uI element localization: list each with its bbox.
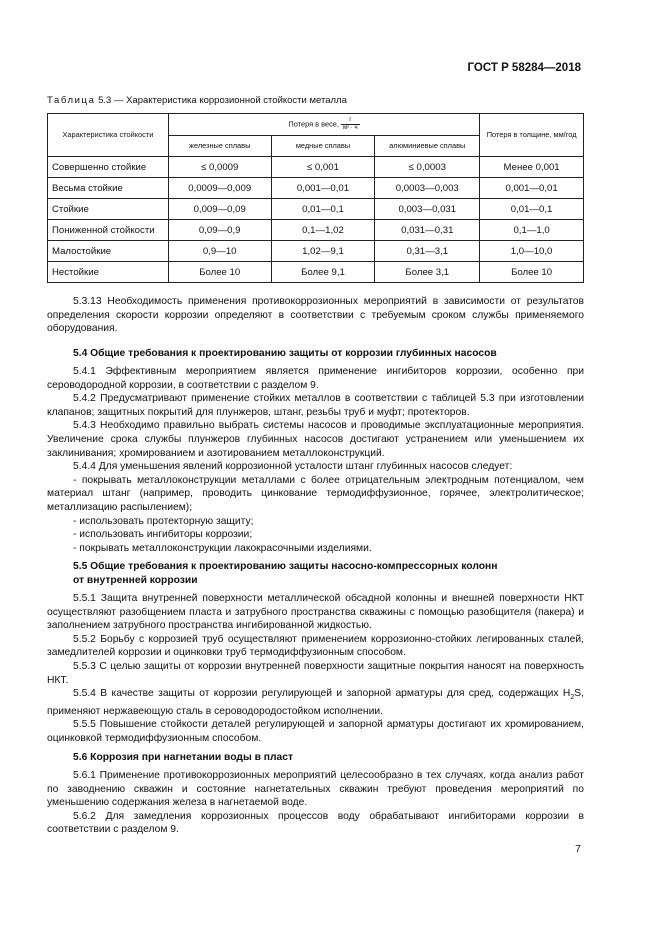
table-cell: Стойкие bbox=[48, 199, 169, 220]
table-cell: 0,031—0,31 bbox=[375, 220, 480, 241]
header-iron-alloys: железные сплавы bbox=[168, 136, 271, 157]
corrosion-resistance-table bbox=[47, 113, 584, 283]
table-cell: Более 10 bbox=[168, 262, 271, 283]
list-item: - использовать протекторную защиту; bbox=[73, 515, 254, 527]
table-cell: Более 9,1 bbox=[271, 262, 375, 283]
list-item: - покрывать металлоконструкции лакокрасочными изделиями. bbox=[73, 542, 372, 554]
table-cell: Нестойкие bbox=[48, 262, 169, 283]
unit-denominator: м² · ч bbox=[343, 125, 358, 131]
paragraph-5-4-3: 5.4.3 Необходимо правильно выбрать системы насосов и проводимые эксплуатационные мероприятия. Увеличение срока службы плунжеров глубинных насосов достигают устранением или уменьшением их заклинивания; хромированием и азотированием металлоконструкций. bbox=[47, 420, 584, 459]
table-cell: Более 10 bbox=[480, 262, 584, 283]
heading-5-5-line1: 5.5 Общие требования к проектированию защиты насосно-компрессорных колонн bbox=[73, 561, 498, 572]
section-5-4 bbox=[47, 347, 584, 361]
table-caption bbox=[47, 95, 347, 106]
paragraph-5-5-1: 5.5.1 Защита внутренней поверхности металлической обсадной колонны и внешней поверхности НКТ осуществляют разобщением пласта и затрубного пространства скважины с помощью разобщителя (пакера) и заполнением затрубного пространства ингибированной жидкостью. bbox=[47, 593, 584, 632]
section-5-5-body bbox=[47, 592, 584, 746]
table-cell: 0,9—10 bbox=[168, 241, 271, 262]
header-weight-loss bbox=[168, 114, 479, 136]
list-item: - использовать ингибиторы коррозии; bbox=[73, 529, 253, 541]
header-characteristic: Характеристика стойкости bbox=[48, 114, 169, 157]
paragraph-5-4-1: 5.4.1 Эффективным мероприятием является применение ингибиторов коррозии, особенно при сероводородной коррозии, в соответствии с разделом 9. bbox=[47, 366, 584, 391]
table-cell: 0,0009—0,009 bbox=[168, 178, 271, 199]
table-cell: 0,09—0,9 bbox=[168, 220, 271, 241]
table-cell: Весьма стойкие bbox=[48, 178, 169, 199]
table-cell: Менее 0,001 bbox=[480, 157, 584, 178]
table-caption-text: 5.3 — Характеристика коррозионной стойкости металла bbox=[98, 95, 347, 106]
table-cell: 0,01—0,1 bbox=[480, 199, 584, 220]
paragraph-5-5-5: 5.5.5 Повышение стойкости деталей регулирующей и запорной арматуры достигают их хромированием, оцинковкой термодиффузионным способом. bbox=[47, 719, 584, 744]
table-cell: ≤ 0,001 bbox=[271, 157, 375, 178]
header-copper-alloys: медные сплавы bbox=[271, 136, 375, 157]
table-cell: 0,0003—0,003 bbox=[375, 178, 480, 199]
table-cell: ≤ 0,0003 bbox=[375, 157, 480, 178]
table-cell: 0,009—0,09 bbox=[168, 199, 271, 220]
header-aluminium-alloys: алюминиевые сплавы bbox=[375, 136, 480, 157]
page-number: 7 bbox=[575, 843, 581, 855]
list-item: - покрывать металлоконструкции металлами с более отрицательным электродным потенциалом, чем материал штанг (например, проводить цинкование термодиффузионное, горячее, электролитическое; металлизацию распылением); bbox=[47, 474, 584, 513]
section-5-5 bbox=[47, 560, 584, 587]
paragraph-5-5-4 bbox=[47, 687, 584, 718]
paragraph-5-5-4-part-b: S, применяют нержавеющую сталь в сероводородостойком исполнении. bbox=[47, 688, 584, 717]
table-row bbox=[48, 241, 584, 262]
table-cell: Пониженной стойкости bbox=[48, 220, 169, 241]
table-cell: 0,01—0,1 bbox=[271, 199, 375, 220]
section-5-4-body bbox=[47, 365, 584, 555]
document-code: ГОСТ Р 58284—2018 bbox=[467, 62, 581, 74]
table-cell: 0,001—0,01 bbox=[480, 178, 584, 199]
paragraph-5-6-1: 5.6.1 Применение противокоррозионных мероприятий целесообразно в тех случаях, когда анализ работ по заводнению скважин и состояние нагнетательных скважин требуют проведения мероприятий по уменьшению содержания железа в нагнетаемой воде. bbox=[47, 770, 584, 809]
table-cell: 1,02—9,1 bbox=[271, 241, 375, 262]
paragraph-5-3-13: 5.3.13 Необходимость применения противокоррозионных мероприятий в зависимости от результатов определения скорости коррозии определяют в соответствии с требуемым сроком службы применяемого оборудования. bbox=[47, 296, 584, 335]
table-cell: Совершенно стойкие bbox=[48, 157, 169, 178]
heading-5-6: 5.6 Коррозия при нагнетании воды в пласт bbox=[73, 752, 294, 763]
header-weight-loss-label: Потеря в весе, bbox=[288, 119, 339, 129]
paragraph-5-6-2: 5.6.2 Для замедления коррозионных процессов воду обрабатывают ингибиторами коррозии в соответствии с разделом 9. bbox=[47, 810, 584, 836]
table-cell: 0,31—3,1 bbox=[375, 241, 480, 262]
paragraph-5-4-2: 5.4.2 Предусматривают применение стойких металлов в соответствии с таблицей 5.3 при изготовлении клапанов; защитных покрытий для плунжеров, штанг, резьбы труб и муфт; протекторов. bbox=[47, 393, 584, 418]
table-row bbox=[48, 178, 584, 199]
unit-fraction bbox=[341, 117, 360, 132]
table-cell: 0,001—0,01 bbox=[271, 178, 375, 199]
table-caption-word: Таблица bbox=[47, 95, 96, 106]
section-5-3-13 bbox=[47, 295, 584, 336]
table-row bbox=[48, 157, 584, 178]
unit-numerator: г bbox=[341, 117, 360, 125]
table-cell: Более 3,1 bbox=[375, 262, 480, 283]
header-thickness-loss: Потеря в толщине, мм/год bbox=[480, 114, 584, 157]
table-cell: 0,003—0,031 bbox=[375, 199, 480, 220]
heading-5-5-line2: от внутренней коррозии bbox=[73, 574, 198, 586]
table-cell: Малостойкие bbox=[48, 241, 169, 262]
table-cell: 1,0—10,0 bbox=[480, 241, 584, 262]
table-cell: 0,1—1,0 bbox=[480, 220, 584, 241]
heading-5-4: 5.4 Общие требования к проектированию защиты от коррозии глубинных насосов bbox=[73, 348, 497, 359]
table-cell: 0,1—1,02 bbox=[271, 220, 375, 241]
paragraph-5-4-4: 5.4.4 Для уменьшения явлений коррозионной усталости штанг глубинных насосов следует: bbox=[73, 461, 513, 473]
paragraph-5-5-2: 5.5.2 Борьбу с коррозией труб осуществляют применением коррозионно-стойких легированных сталей, замедлителей коррозии и оцинковки труб термодиффузионным способом. bbox=[47, 633, 584, 659]
table-row bbox=[48, 220, 584, 241]
section-5-6 bbox=[47, 751, 584, 765]
paragraph-5-5-4-part-a: 5.5.4 В качестве защиты от коррозии регулирующей и запорной арматуры для сред, содержащих H bbox=[73, 688, 571, 700]
table-row bbox=[48, 199, 584, 220]
table-cell: ≤ 0,0009 bbox=[168, 157, 271, 178]
paragraph-5-5-3: 5.5.3 С целью защиты от коррозии внутренней поверхности защитные покрытия наносят на поверхность НКТ. bbox=[47, 660, 584, 686]
subscript-2: 2 bbox=[570, 694, 575, 702]
section-5-6-body bbox=[47, 769, 584, 837]
table-row bbox=[48, 262, 584, 283]
